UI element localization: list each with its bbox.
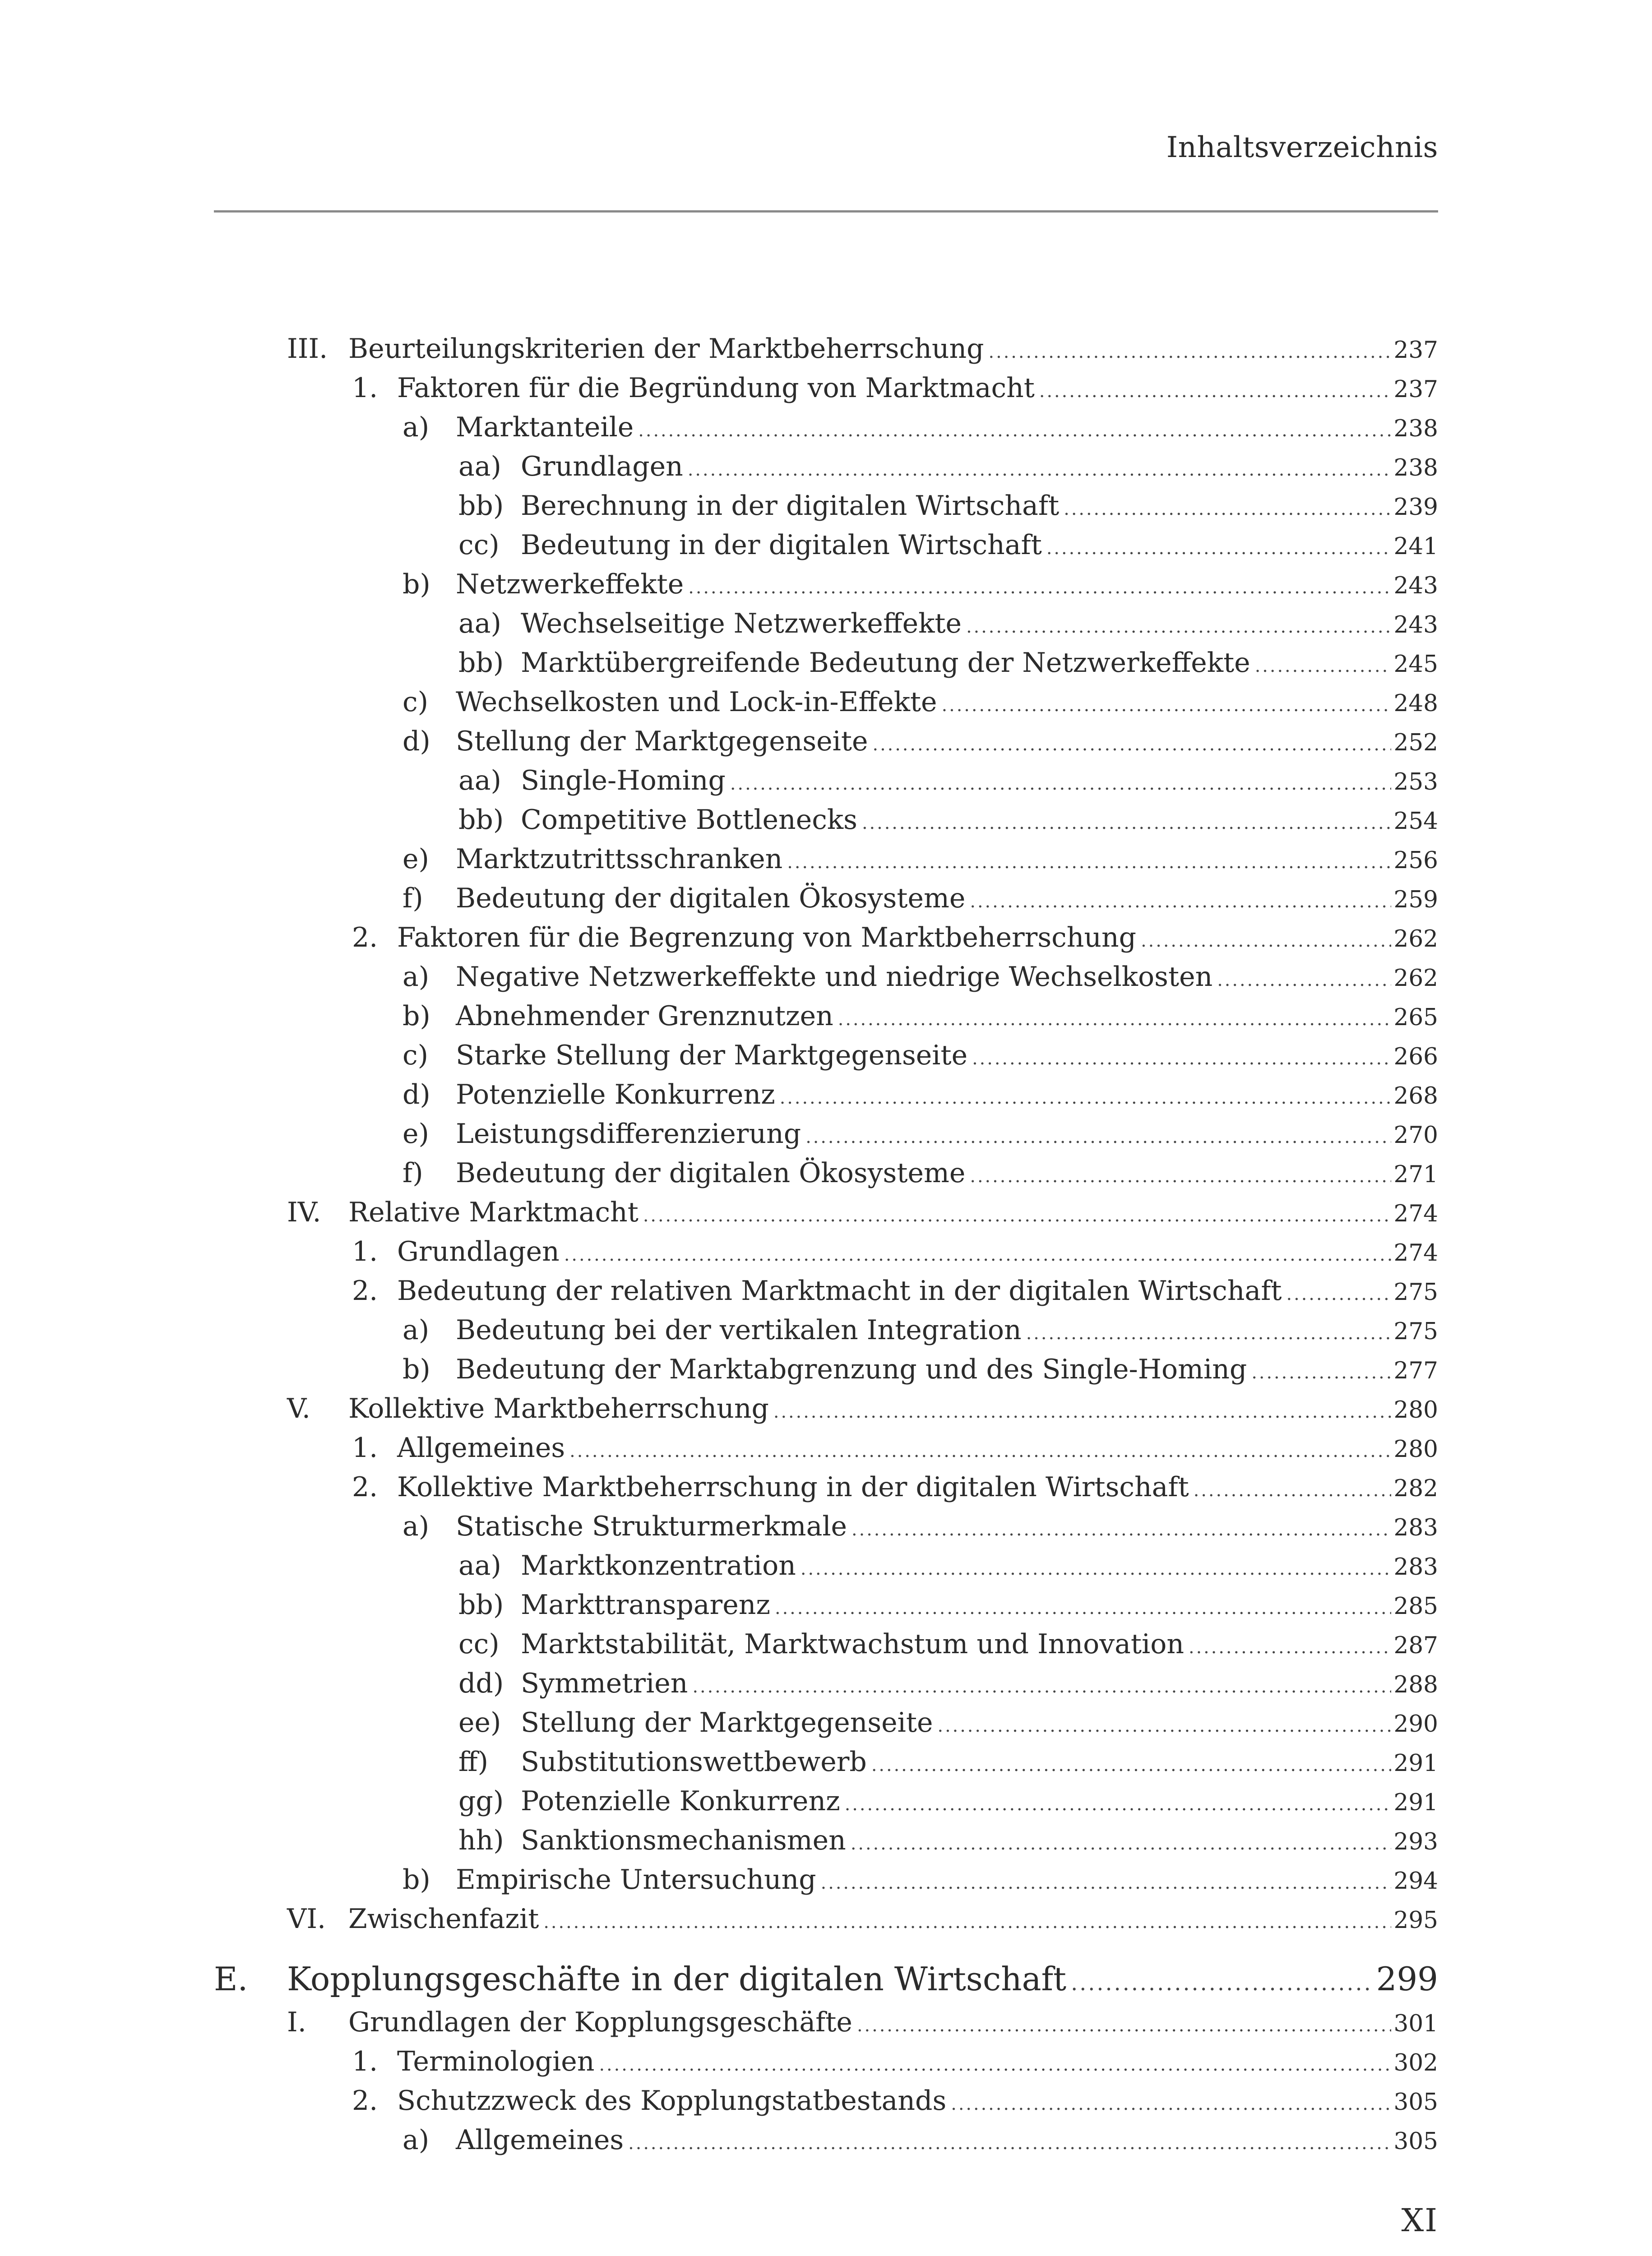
toc-entry-number: a) bbox=[403, 961, 430, 993]
toc-entry-number: V. bbox=[287, 1393, 310, 1424]
toc-entry bbox=[214, 408, 1438, 447]
toc-entry-row bbox=[456, 565, 1438, 607]
toc-entry-number: I. bbox=[287, 2006, 306, 2038]
dot-leader bbox=[543, 1903, 1391, 1942]
toc-entry bbox=[214, 643, 1438, 683]
toc-entry bbox=[214, 1193, 1438, 1232]
dot-leader bbox=[972, 1039, 1391, 1078]
toc-entry-number: hh) bbox=[458, 1825, 504, 1856]
dot-leader bbox=[775, 1589, 1391, 1628]
toc-entry-title: Grundlagen bbox=[521, 451, 683, 482]
toc-entry-page: 262 bbox=[1393, 925, 1438, 952]
dot-leader bbox=[970, 1157, 1391, 1196]
toc-entry-number: IV. bbox=[287, 1197, 321, 1228]
toc-entry-page: 287 bbox=[1393, 1632, 1438, 1659]
toc-entry bbox=[214, 1350, 1438, 1389]
toc-entry-title: Allgemeines bbox=[397, 1432, 565, 1464]
toc-entry-row bbox=[397, 1232, 1438, 1275]
toc-entry-page: 243 bbox=[1393, 611, 1438, 638]
toc-entry bbox=[214, 565, 1438, 604]
toc-entry-row bbox=[397, 918, 1438, 961]
toc-entry bbox=[214, 1232, 1438, 1271]
toc-entry-row bbox=[521, 1546, 1438, 1589]
toc-entry-title: Grundlagen der Kopplungsgeschäfte bbox=[348, 2006, 852, 2038]
dot-leader bbox=[871, 1746, 1391, 1785]
dot-leader bbox=[569, 1432, 1391, 1471]
toc-entry-number: e) bbox=[403, 1118, 429, 1150]
toc-entry bbox=[214, 1036, 1438, 1075]
toc-entry-row bbox=[521, 486, 1438, 529]
toc-entry-title: Bedeutung der digitalen Ökosysteme bbox=[456, 1157, 966, 1189]
toc-entry-page: 262 bbox=[1393, 965, 1438, 992]
toc-entry bbox=[214, 2042, 1438, 2081]
toc-entry-number: VI. bbox=[287, 1903, 326, 1935]
toc-entry-title: Kollektive Marktbeherrschung bbox=[348, 1393, 769, 1424]
toc-entry-page: 283 bbox=[1393, 1514, 1438, 1541]
toc-entry-title: Potenzielle Konkurrenz bbox=[456, 1079, 775, 1110]
toc-entry-number: 2. bbox=[352, 1275, 378, 1307]
dot-leader bbox=[1064, 490, 1391, 529]
toc-entry bbox=[214, 1468, 1438, 1507]
toc-entry-number: 2. bbox=[352, 2085, 378, 2117]
dot-leader bbox=[773, 1392, 1391, 1432]
running-header: Inhaltsverzeichnis bbox=[1166, 131, 1438, 164]
toc-entry-title: Starke Stellung der Marktgegenseite bbox=[456, 1040, 968, 1071]
toc-entry bbox=[214, 761, 1438, 800]
toc-entry-page: 239 bbox=[1393, 494, 1438, 521]
toc-entry-number: dd) bbox=[458, 1668, 504, 1699]
toc-entry bbox=[214, 526, 1438, 565]
toc-entry bbox=[214, 2003, 1438, 2042]
toc-entry-page: 295 bbox=[1393, 1907, 1438, 1934]
dot-leader bbox=[688, 568, 1391, 607]
dot-leader bbox=[1071, 1960, 1373, 2007]
toc-entry-row bbox=[521, 1743, 1438, 1785]
dot-leader bbox=[780, 1078, 1391, 1118]
toc-entry bbox=[214, 997, 1438, 1036]
toc-entry-page: 290 bbox=[1393, 1710, 1438, 1738]
toc-entry-number: aa) bbox=[458, 1550, 501, 1581]
dot-leader bbox=[1046, 529, 1391, 568]
toc-entry-page: 293 bbox=[1393, 1828, 1438, 1855]
toc-entry-page: 299 bbox=[1376, 1960, 1438, 1998]
toc-entry-number: bb) bbox=[458, 804, 504, 836]
toc-entry-title: Substitutionswettbewerb bbox=[521, 1746, 867, 1778]
toc-entry-row bbox=[287, 1955, 1438, 2007]
dot-leader bbox=[851, 1824, 1391, 1863]
toc-entry-row bbox=[521, 604, 1438, 647]
toc-entry-row bbox=[397, 369, 1438, 411]
toc-entry-number: aa) bbox=[458, 451, 501, 482]
toc-entry-page: 248 bbox=[1393, 690, 1438, 717]
toc-entry-number: bb) bbox=[458, 490, 504, 522]
toc-entry bbox=[214, 1586, 1438, 1625]
toc-entry-title: Marktkonzentration bbox=[521, 1550, 796, 1581]
toc-entry bbox=[214, 1114, 1438, 1154]
toc-entry bbox=[214, 369, 1438, 408]
toc-entry-number: bb) bbox=[458, 1589, 504, 1621]
toc-entry-page: 238 bbox=[1393, 454, 1438, 481]
dot-leader bbox=[730, 764, 1391, 804]
dot-leader bbox=[692, 1667, 1391, 1706]
dot-leader bbox=[821, 1863, 1391, 1903]
toc-entry bbox=[214, 879, 1438, 918]
toc-entry bbox=[214, 486, 1438, 526]
toc-entry-title: Terminologien bbox=[397, 2046, 595, 2077]
toc-entry-page: 277 bbox=[1393, 1357, 1438, 1384]
toc-entry-row bbox=[397, 1468, 1438, 1510]
toc-entry-row bbox=[348, 329, 1438, 372]
toc-entry-page: 237 bbox=[1393, 376, 1438, 403]
toc-entry-page: 243 bbox=[1393, 572, 1438, 599]
toc-entry-row bbox=[456, 1114, 1438, 1157]
dot-leader bbox=[805, 1118, 1391, 1157]
dot-leader bbox=[1141, 921, 1391, 961]
toc-entry-title: Marktübergreifende Bedeutung der Netzwerkeffekte bbox=[521, 647, 1250, 679]
toc-entry-row bbox=[521, 1664, 1438, 1706]
toc-entry-title: Competitive Bottlenecks bbox=[521, 804, 857, 836]
toc-entry-title: Wechselkosten und Lock-in-Effekte bbox=[456, 686, 937, 718]
toc-entry-row bbox=[521, 761, 1438, 804]
toc-entry-page: 265 bbox=[1393, 1004, 1438, 1031]
toc-entry-title: Faktoren für die Begrenzung von Marktbeherrschung bbox=[397, 922, 1137, 953]
toc-entry-page: 294 bbox=[1393, 1868, 1438, 1895]
toc-entry bbox=[214, 1075, 1438, 1114]
dot-leader bbox=[1251, 1353, 1391, 1392]
toc-entry-row bbox=[397, 2081, 1438, 2124]
toc-entry-row bbox=[521, 643, 1438, 686]
dot-leader bbox=[688, 450, 1391, 490]
toc-entry-title: Kollektive Marktbeherrschung in der digitalen Wirtschaft bbox=[397, 1471, 1189, 1503]
dot-leader bbox=[1286, 1275, 1391, 1314]
toc-entry bbox=[214, 957, 1438, 997]
dot-leader bbox=[638, 411, 1391, 450]
toc-entry-row bbox=[456, 683, 1438, 725]
dot-leader bbox=[1194, 1471, 1391, 1510]
toc-entry-number: E. bbox=[214, 1960, 248, 1998]
toc-entry-row bbox=[456, 879, 1438, 921]
toc-entry-title: Bedeutung der Marktabgrenzung und des Single-Homing bbox=[456, 1354, 1247, 1385]
page-number: XI bbox=[1401, 2202, 1438, 2239]
toc-entry-row bbox=[456, 1036, 1438, 1078]
toc-entry-row bbox=[456, 1860, 1438, 1903]
toc-entry-page: 282 bbox=[1393, 1475, 1438, 1502]
toc-entry-number: 1. bbox=[352, 1432, 378, 1464]
toc-entry-row bbox=[456, 997, 1438, 1039]
toc-entry-title: Potenzielle Konkurrenz bbox=[521, 1785, 840, 1817]
toc-entry-row bbox=[521, 447, 1438, 490]
dot-leader bbox=[838, 1000, 1391, 1039]
toc-entry bbox=[214, 1154, 1438, 1193]
toc-entry-title: Wechselseitige Netzwerkeffekte bbox=[521, 608, 962, 639]
toc-entry-number: ff) bbox=[458, 1746, 489, 1778]
toc-entry-number: a) bbox=[403, 1511, 430, 1542]
dot-leader bbox=[1039, 372, 1391, 411]
toc-entry bbox=[214, 840, 1438, 879]
toc-entry-title: Schutzzweck des Kopplungstatbestands bbox=[397, 2085, 947, 2117]
toc-entry-row bbox=[456, 2121, 1438, 2163]
toc-entry-number: 1. bbox=[352, 1236, 378, 1267]
toc-entry-number: 2. bbox=[352, 1471, 378, 1503]
toc-entry-number: a) bbox=[403, 411, 430, 443]
toc-entry-title: Netzwerkeffekte bbox=[456, 569, 684, 600]
dot-leader bbox=[564, 1235, 1391, 1275]
dot-leader bbox=[1189, 1628, 1391, 1667]
toc-entry bbox=[214, 1389, 1438, 1428]
dot-leader bbox=[862, 804, 1391, 843]
toc-entry-page: 270 bbox=[1393, 1122, 1438, 1149]
toc-entry bbox=[214, 1311, 1438, 1350]
toc-entry-title: Marktzutrittsschranken bbox=[456, 843, 783, 875]
toc-entry-page: 256 bbox=[1393, 847, 1438, 874]
toc-entry-title: Sanktionsmechanismen bbox=[521, 1825, 846, 1856]
toc-entry-page: 275 bbox=[1393, 1318, 1438, 1345]
toc-entry-page: 238 bbox=[1393, 415, 1438, 442]
toc-entry bbox=[214, 1664, 1438, 1703]
dot-leader bbox=[643, 1196, 1391, 1235]
toc-entry-number: bb) bbox=[458, 647, 504, 679]
toc-entry bbox=[214, 800, 1438, 840]
toc-entry-number: aa) bbox=[458, 608, 501, 639]
toc-entry-number: gg) bbox=[458, 1785, 504, 1817]
dot-leader bbox=[787, 843, 1391, 882]
toc-entry-title: Bedeutung der relativen Marktmacht in der digitalen Wirtschaft bbox=[397, 1275, 1282, 1307]
toc-entry-row bbox=[456, 1154, 1438, 1196]
dot-leader bbox=[970, 882, 1391, 921]
toc-entry-number: c) bbox=[403, 686, 429, 718]
toc-entry-title: Marktanteile bbox=[456, 411, 634, 443]
toc-entry-row bbox=[456, 1350, 1438, 1392]
toc-entry-number: a) bbox=[403, 2124, 430, 2156]
toc-entry-number: 2. bbox=[352, 922, 378, 953]
toc-entry-row bbox=[348, 1389, 1438, 1432]
toc-entry-page: 237 bbox=[1393, 337, 1438, 364]
toc-entry-title: Statische Strukturmerkmale bbox=[456, 1511, 847, 1542]
toc-entry-title: Faktoren für die Begründung von Marktmacht bbox=[397, 372, 1035, 404]
toc-entry bbox=[214, 918, 1438, 957]
toc-entry-title: Relative Marktmacht bbox=[348, 1197, 639, 1228]
dot-leader bbox=[1255, 647, 1391, 686]
toc-entry-number: cc) bbox=[458, 529, 500, 561]
toc-entry-row bbox=[521, 1586, 1438, 1628]
toc-entry-page: 283 bbox=[1393, 1553, 1438, 1581]
dot-leader bbox=[845, 1785, 1391, 1824]
toc-entry bbox=[214, 1782, 1438, 1821]
toc-entry-page: 253 bbox=[1393, 768, 1438, 795]
toc-entry-title: Symmetrien bbox=[521, 1668, 688, 1699]
dot-leader bbox=[989, 333, 1391, 372]
dot-leader bbox=[942, 686, 1391, 725]
toc-entry-number: e) bbox=[403, 843, 429, 875]
toc-entry bbox=[214, 604, 1438, 643]
toc-entry-row bbox=[348, 2003, 1438, 2045]
toc-entry-number: a) bbox=[403, 1314, 430, 1346]
toc-entry-row bbox=[521, 800, 1438, 843]
toc-entry-row bbox=[521, 1625, 1438, 1667]
dot-leader bbox=[1026, 1314, 1391, 1353]
dot-leader bbox=[966, 607, 1391, 647]
table-of-contents bbox=[214, 329, 1438, 2160]
toc-entry-title: Leistungsdifferenzierung bbox=[456, 1118, 801, 1150]
dot-leader bbox=[857, 2006, 1391, 2045]
toc-entry-page: 305 bbox=[1393, 2089, 1438, 2116]
toc-entry bbox=[214, 683, 1438, 722]
toc-entry-number: b) bbox=[403, 1354, 430, 1385]
toc-entry-page: 245 bbox=[1393, 651, 1438, 678]
toc-entry bbox=[214, 1428, 1438, 1468]
toc-entry-number: 1. bbox=[352, 2046, 378, 2077]
toc-entry-page: 259 bbox=[1393, 886, 1438, 913]
toc-entry bbox=[214, 1507, 1438, 1546]
toc-entry-number: f) bbox=[403, 883, 423, 914]
toc-entry-row bbox=[521, 526, 1438, 568]
dot-leader bbox=[872, 725, 1391, 764]
header-rule bbox=[214, 210, 1438, 213]
toc-entry bbox=[214, 1546, 1438, 1586]
toc-entry-title: Bedeutung bei der vertikalen Integration bbox=[456, 1314, 1022, 1346]
toc-entry bbox=[214, 1703, 1438, 1743]
dot-leader bbox=[851, 1510, 1391, 1549]
toc-entry-page: 275 bbox=[1393, 1279, 1438, 1306]
toc-entry bbox=[214, 722, 1438, 761]
dot-leader bbox=[628, 2124, 1391, 2163]
toc-entry-number: b) bbox=[403, 569, 430, 600]
toc-entry-row bbox=[521, 1782, 1438, 1824]
toc-entry-title: Marktstabilität, Marktwachstum und Innovation bbox=[521, 1628, 1184, 1660]
toc-entry-page: 274 bbox=[1393, 1239, 1438, 1267]
toc-entry-number: b) bbox=[403, 1864, 430, 1895]
toc-entry-title: Berechnung in der digitalen Wirtschaft bbox=[521, 490, 1060, 522]
toc-entry-title: Grundlagen bbox=[397, 1236, 560, 1267]
toc-entry-page: 271 bbox=[1393, 1161, 1438, 1188]
toc-entry-row bbox=[456, 1507, 1438, 1549]
toc-entry-row bbox=[456, 408, 1438, 450]
toc-entry-title: Stellung der Marktgegenseite bbox=[521, 1707, 933, 1738]
toc-entry bbox=[214, 1860, 1438, 1900]
toc-entry-number: III. bbox=[287, 333, 328, 365]
toc-entry-page: 301 bbox=[1393, 2010, 1438, 2037]
toc-entry-row bbox=[521, 1821, 1438, 1863]
dot-leader bbox=[1217, 961, 1391, 1000]
toc-entry-title: Bedeutung der digitalen Ökosysteme bbox=[456, 883, 966, 914]
toc-entry-row bbox=[397, 1271, 1438, 1314]
toc-entry bbox=[214, 1743, 1438, 1782]
toc-entry-title: Single-Homing bbox=[521, 765, 726, 796]
toc-entry bbox=[214, 2081, 1438, 2121]
toc-entry-title: Beurteilungskriterien der Marktbeherrschung bbox=[348, 333, 984, 365]
toc-entry-page: 291 bbox=[1393, 1789, 1438, 1816]
toc-entry-number: f) bbox=[403, 1157, 423, 1189]
toc-entry-row bbox=[348, 1193, 1438, 1235]
toc-entry-page: 241 bbox=[1393, 533, 1438, 560]
toc-entry-title: Negative Netzwerkeffekte und niedrige Wechselkosten bbox=[456, 961, 1213, 993]
toc-entry-title: Kopplungsgeschäfte in der digitalen Wirtschaft bbox=[287, 1960, 1067, 1998]
toc-entry-row bbox=[397, 1428, 1438, 1471]
toc-entry-number: c) bbox=[403, 1040, 429, 1071]
toc-entry bbox=[214, 329, 1438, 369]
toc-entry-row bbox=[521, 1703, 1438, 1746]
toc-entry-number: 1. bbox=[352, 372, 378, 404]
toc-entry-page: 280 bbox=[1393, 1396, 1438, 1424]
toc-entry-row bbox=[456, 957, 1438, 1000]
toc-entry bbox=[214, 2121, 1438, 2160]
toc-entry-row bbox=[348, 1900, 1438, 1942]
toc-entry bbox=[214, 1821, 1438, 1860]
toc-entry-title: Bedeutung in der digitalen Wirtschaft bbox=[521, 529, 1042, 561]
toc-entry bbox=[214, 1625, 1438, 1664]
toc-entry-page: 274 bbox=[1393, 1200, 1438, 1227]
toc-entry bbox=[214, 1271, 1438, 1311]
toc-entry-number: ee) bbox=[458, 1707, 501, 1738]
toc-entry-page: 285 bbox=[1393, 1593, 1438, 1620]
dot-leader bbox=[801, 1549, 1391, 1589]
dot-leader bbox=[937, 1706, 1391, 1746]
toc-entry-row bbox=[397, 2042, 1438, 2085]
toc-entry-page: 280 bbox=[1393, 1436, 1438, 1463]
toc-entry bbox=[214, 1900, 1438, 1939]
toc-entry-title: Abnehmender Grenznutzen bbox=[456, 1000, 833, 1032]
dot-leader bbox=[599, 2045, 1391, 2085]
toc-entry-number: d) bbox=[403, 1079, 430, 1110]
toc-entry-number: d) bbox=[403, 726, 430, 757]
toc-entry-row bbox=[456, 722, 1438, 764]
toc-entry-page: 302 bbox=[1393, 2049, 1438, 2076]
toc-entry-page: 268 bbox=[1393, 1082, 1438, 1110]
toc-entry-page: 254 bbox=[1393, 808, 1438, 835]
toc-entry-title: Empirische Untersuchung bbox=[456, 1864, 816, 1895]
toc-entry-page: 266 bbox=[1393, 1043, 1438, 1070]
toc-entry-title: Markttransparenz bbox=[521, 1589, 770, 1621]
toc-entry-row bbox=[456, 1075, 1438, 1118]
toc-entry-page: 305 bbox=[1393, 2128, 1438, 2155]
toc-entry-number: b) bbox=[403, 1000, 430, 1032]
toc-entry-page: 291 bbox=[1393, 1750, 1438, 1777]
toc-entry bbox=[214, 447, 1438, 486]
toc-entry-title: Zwischenfazit bbox=[348, 1903, 539, 1935]
toc-entry-number: aa) bbox=[458, 765, 501, 796]
toc-entry-page: 288 bbox=[1393, 1671, 1438, 1698]
toc-entry-title: Allgemeines bbox=[456, 2124, 624, 2156]
toc-entry-row bbox=[456, 1311, 1438, 1353]
toc-entry-page: 252 bbox=[1393, 729, 1438, 756]
toc-entry bbox=[214, 1955, 1438, 2003]
dot-leader bbox=[951, 2085, 1391, 2124]
toc-entry-title: Stellung der Marktgegenseite bbox=[456, 726, 868, 757]
toc-entry-row bbox=[456, 840, 1438, 882]
toc-entry-number: cc) bbox=[458, 1628, 500, 1660]
